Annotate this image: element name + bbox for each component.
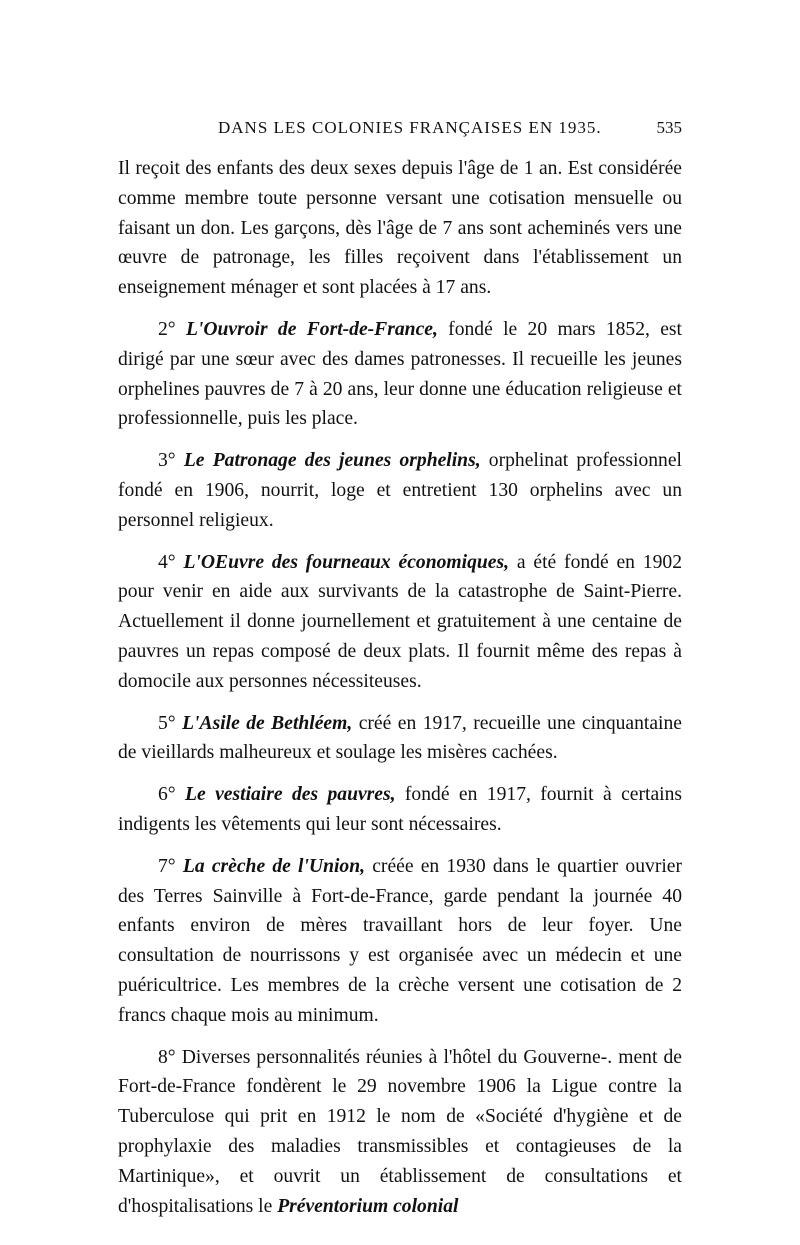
- paragraph-ligue: [118, 1043, 682, 1222]
- item-number: 6°: [158, 784, 176, 806]
- paragraph-text: fondé en 1917, fournit à certains indigents les vêtements qui leur sont nécessaires.: [118, 784, 683, 835]
- paragraph-fourneaux: [118, 548, 682, 697]
- paragraph-text: orphelinat professionnel fondé en 1906, nourrit, loge et entretient 130 orphelins avec un personnel religieux.: [118, 450, 682, 531]
- running-title: DANS LES COLONIES FRANÇAISES EN 1935.: [218, 118, 602, 137]
- paragraph-patronage: [118, 446, 682, 535]
- item-title: L'Ouvroir de Fort-de-France,: [185, 318, 438, 340]
- item-title: L'Asile de Bethléem,: [182, 712, 353, 734]
- body-text: [118, 154, 682, 1221]
- item-number: 5°: [158, 712, 176, 734]
- item-number: 7°: [158, 855, 176, 877]
- item-number: 8°: [158, 1046, 176, 1068]
- running-header: [118, 118, 682, 154]
- item-title: La crèche de l'Union,: [182, 855, 366, 877]
- paragraph-text: fondé le 20 mars 1852, est dirigé par une sœur avec des dames patronesses. Il recueille les jeunes orphelines pauvres de 7 à 20 ans, leur donne une éducation religieuse et professionnelle, puis les place.: [118, 318, 682, 430]
- paragraph-text: Diverses personnalités réunies à l'hôtel du Gouverne-. ment de Fort-de-France fondèrent le 29 novembre 1906 la Ligue contre la Tuberculose qui prit en 1912 le nom de «Société d'hygiène et de prophylaxie des maladies transmissibles et contagieuses de la Martinique», et ouvrit un établissement de consultations et d'hospitalisations le: [118, 1046, 682, 1217]
- paragraph-creche: [118, 852, 682, 1031]
- item-number: 3°: [158, 450, 176, 472]
- item-number: 4°: [158, 551, 176, 573]
- page-number: 535: [656, 118, 682, 137]
- paragraph-text: créée en 1930 dans le quartier ouvrier des Terres Sainville à Fort-de-France, garde pendant la journée 40 enfants environ de mères travaillant hors de leur foyer. Une consultation de nourrissons y est organisée avec un médecin et une puéricultrice. Les membres de la crèche versent une cotisation de 2 francs chaque mois au minimum.: [118, 855, 683, 1026]
- item-title: L'OEuvre des fourneaux économiques,: [183, 551, 510, 573]
- item-number: 2°: [158, 318, 176, 340]
- paragraph-vestiaire: [118, 780, 682, 840]
- item-title: Le vestiaire des pauvres,: [185, 784, 396, 806]
- paragraph-ouvroir: [118, 315, 682, 434]
- paragraph-asile: [118, 709, 682, 769]
- paragraph-text: Il reçoit des enfants des deux sexes depuis l'âge de 1 an. Est considérée comme membre toute personne versant une cotisation mensuelle ou faisant un don. Les garçons, dès l'âge de 7 ans sont acheminés vers une œuvre de patronage, les filles reçoivent dans l'établissement un enseignement ménager et sont placées à 17 ans.: [118, 158, 682, 299]
- paragraph-continuation: [118, 154, 682, 303]
- item-title: Préventorium colonial: [277, 1195, 459, 1217]
- paragraph-text: a été fondé en 1902 pour venir en aide aux survivants de la catastrophe de Saint-Pierre. Actuellement il donne journellement et gratuitement à une centaine de pauvres un repas composé de deux plats. Il fournit même des repas à domocile aux personnes nécessiteuses.: [118, 551, 682, 692]
- paragraph-text: créé en 1917, recueille une cinquantaine de vieillards malheureux et soulage les misères cachées.: [118, 712, 682, 764]
- item-title: Le Patronage des jeunes orphelins,: [183, 450, 481, 472]
